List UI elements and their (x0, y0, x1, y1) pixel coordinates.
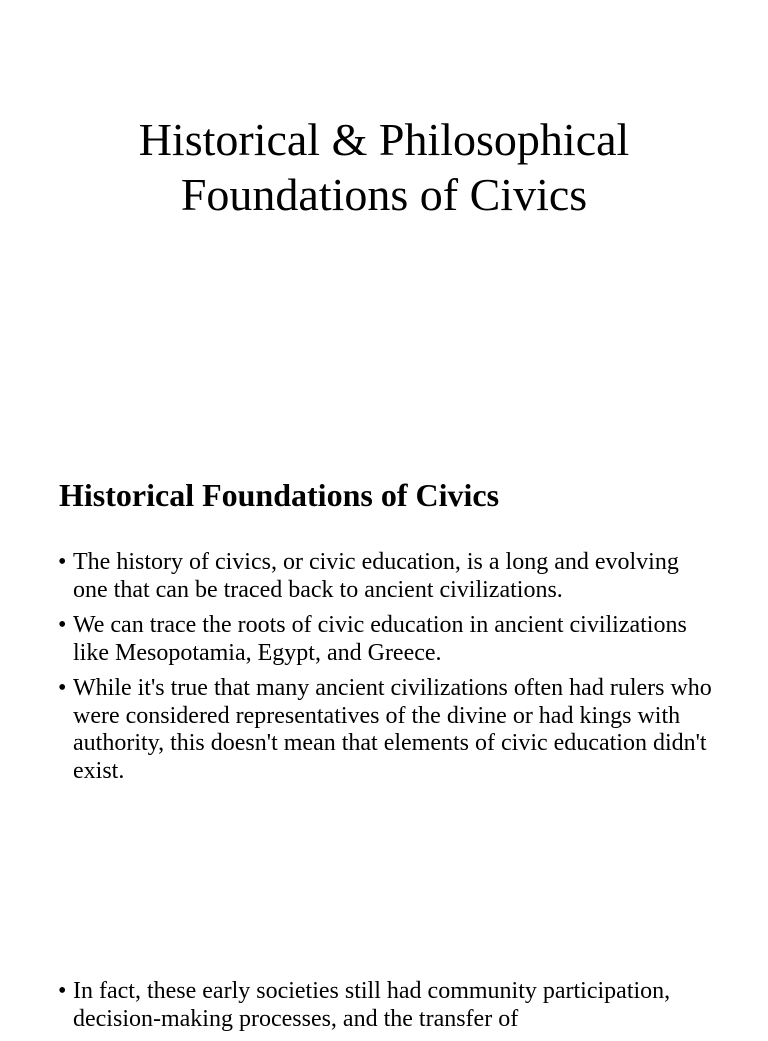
slide-title (0, 112, 768, 222)
bullet-item (58, 675, 718, 785)
slide-title-line-1: Historical & Philosophical (138, 114, 630, 165)
bullet-item (58, 549, 718, 604)
bullet-text: In fact, these early societies still had community participation, decision-making processes, and the transfer of (73, 978, 671, 1032)
title-slide (0, 0, 768, 432)
bullet-text: The history of civics, or civic education, is a long and evolving one that can be traced back to ancient civilizations. (73, 549, 679, 603)
bullet-item (58, 978, 718, 1033)
bullet-marker: • (58, 612, 67, 638)
content-slide (0, 432, 768, 1032)
bullet-text: We can trace the roots of civic education in ancient civilizations like Mesopotamia, Egypt, and Greece. (73, 612, 687, 666)
bullet-list-continued (58, 978, 718, 1041)
bullet-marker: • (58, 675, 67, 701)
bullet-marker: • (58, 549, 67, 575)
bullet-list (58, 549, 718, 793)
bullet-item (58, 612, 718, 667)
bullet-text: While it's true that many ancient civilizations often had rulers who were considered representatives of the divine or had kings with authority, this doesn't mean that elements of civic education didn't exist. (73, 675, 712, 784)
slide-heading: Historical Foundations of Civics (59, 477, 500, 513)
bullet-marker: • (58, 978, 67, 1004)
slide-title-line-2: Foundations of Civics (180, 169, 588, 220)
